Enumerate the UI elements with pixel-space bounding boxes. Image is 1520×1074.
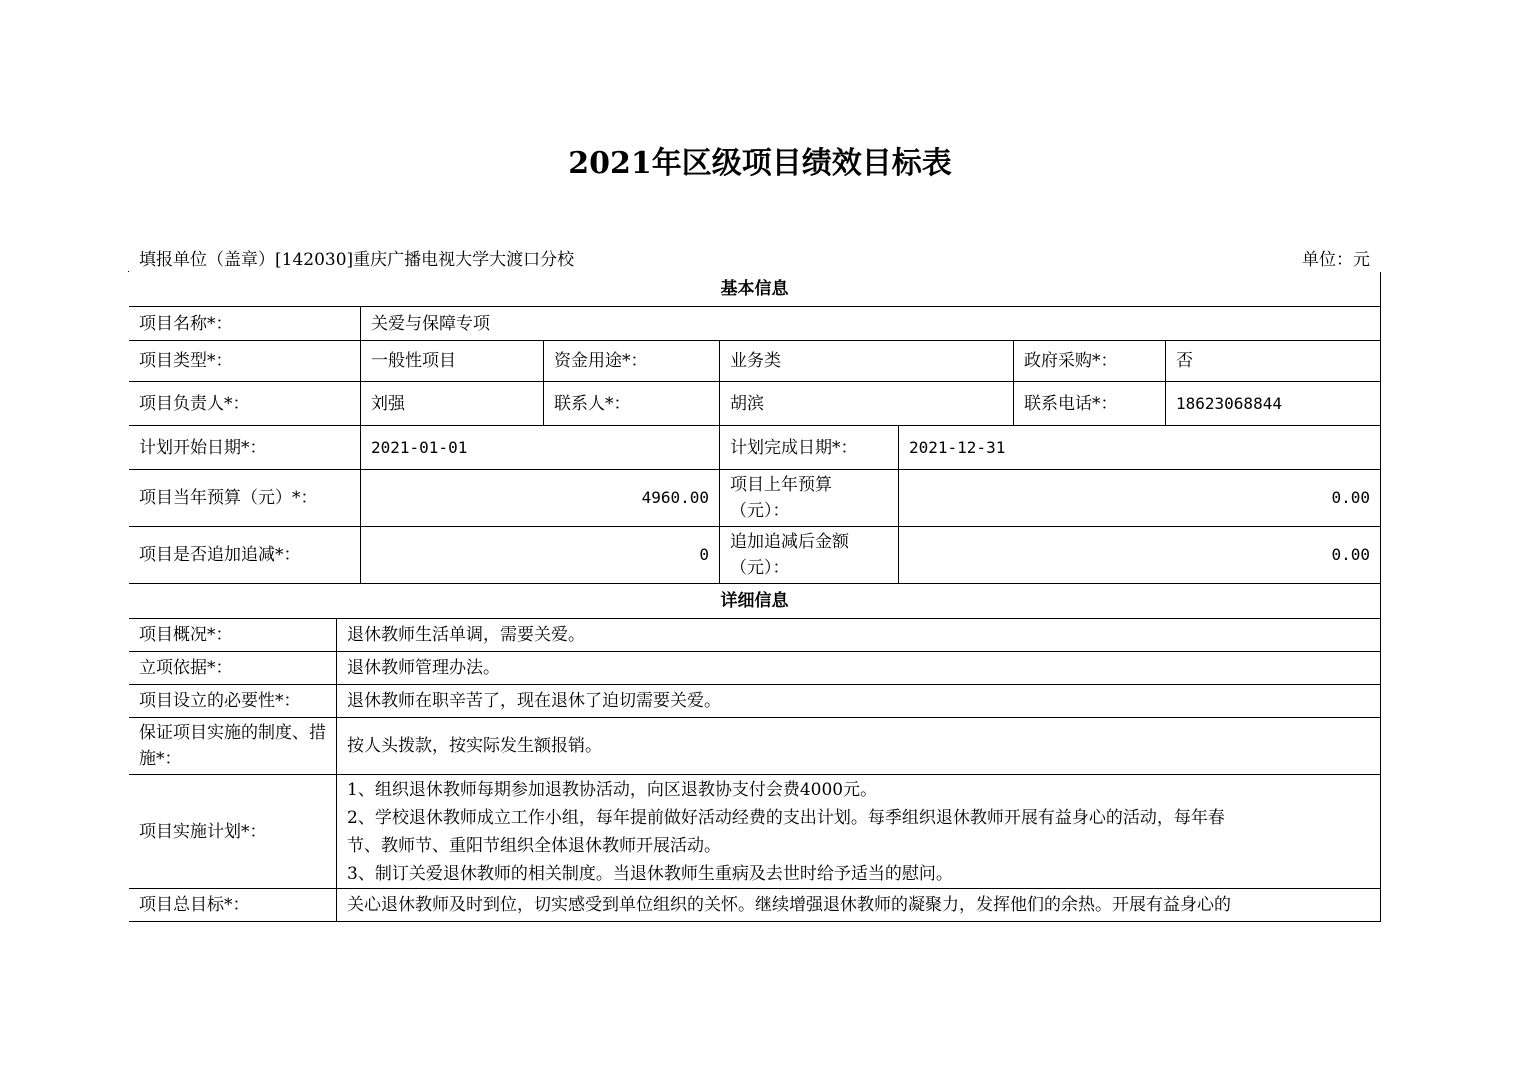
reporting-unit: 填报单位（盖章）[142030]重庆广播电视大学大渡口分校 <box>139 250 575 270</box>
plan-line: 3、制订关爱退休教师的相关制度。当退休教师生重病及去世时给予适当的慰问。 <box>347 863 953 884</box>
adjusted-amount-value: 0.00 <box>899 527 1381 584</box>
overview-label: 项目概况*： <box>129 619 337 652</box>
fund-use-value: 业务类 <box>720 341 1014 382</box>
budget-label: 项目当年预算（元）*： <box>129 470 361 527</box>
leader-value: 刘强 <box>361 382 544 426</box>
plan-line: 节、教师节、重阳节组织全体退休教师开展活动。 <box>347 835 721 856</box>
procurement-label: 政府采购*： <box>1014 341 1166 382</box>
basis-value: 退休教师管理办法。 <box>337 652 1381 685</box>
budget-value: 4960.00 <box>361 470 720 527</box>
measures-value: 按人头拨款，按实际发生额报销。 <box>337 718 1381 775</box>
adjusted-amount-label: 追加追减后金额（元）： <box>720 527 899 584</box>
plan-label: 项目实施计划*： <box>129 775 337 889</box>
contact-label: 联系人*： <box>544 382 720 426</box>
leader-label: 项目负责人*： <box>129 382 361 426</box>
overview-value: 退休教师生活单调，需要关爱。 <box>337 619 1381 652</box>
end-date-value: 2021-12-31 <box>899 426 1381 470</box>
necessity-label: 项目设立的必要性*： <box>129 685 337 718</box>
performance-table <box>128 271 1370 915</box>
project-type-value: 一般性项目 <box>361 341 544 382</box>
fund-use-label: 资金用途*： <box>544 341 720 382</box>
prev-budget-label: 项目上年预算（元）： <box>720 470 899 527</box>
page-title: 2021年区级项目绩效目标表 <box>568 146 952 181</box>
plan-line: 2、学校退休教师成立工作小组，每年提前做好活动经费的支出计划。每季组织退休教师开展有益身心的活动，每年春 <box>347 807 1225 828</box>
section-detail-info: 详细信息 <box>129 584 1381 619</box>
prev-budget-value: 0.00 <box>899 470 1381 527</box>
project-type-label: 项目类型*： <box>129 341 361 382</box>
project-name-value: 关爱与保障专项 <box>361 307 1381 341</box>
procurement-value: 否 <box>1166 341 1381 382</box>
end-date-label: 计划完成日期*： <box>720 426 899 470</box>
goal-value: 关心退休教师及时到位，切实感受到单位组织的关怀。继续增强退休教师的凝聚力，发挥他们的余热。开展有益身心的 <box>337 889 1381 922</box>
measures-label: 保证项目实施的制度、措施*： <box>129 718 337 775</box>
plan-value <box>337 775 1381 889</box>
plan-line: 1、组织退休教师每期参加退教协活动，向区退教协支付会费4000元。 <box>347 779 878 800</box>
project-name-label: 项目名称*： <box>129 307 361 341</box>
adjust-value: 0 <box>361 527 720 584</box>
phone-label: 联系电话*： <box>1014 382 1166 426</box>
goal-label: 项目总目标*： <box>129 889 337 922</box>
start-date-value: 2021-01-01 <box>361 426 720 470</box>
adjust-label: 项目是否追加追减*： <box>129 527 361 584</box>
currency-unit: 单位：元 <box>1302 250 1370 270</box>
basis-label: 立项依据*： <box>129 652 337 685</box>
phone-value: 18623068844 <box>1166 382 1381 426</box>
contact-value: 胡滨 <box>720 382 1014 426</box>
start-date-label: 计划开始日期*： <box>129 426 361 470</box>
necessity-value: 退休教师在职辛苦了，现在退休了迫切需要关爱。 <box>337 685 1381 718</box>
section-basic-info: 基本信息 <box>129 272 1381 307</box>
